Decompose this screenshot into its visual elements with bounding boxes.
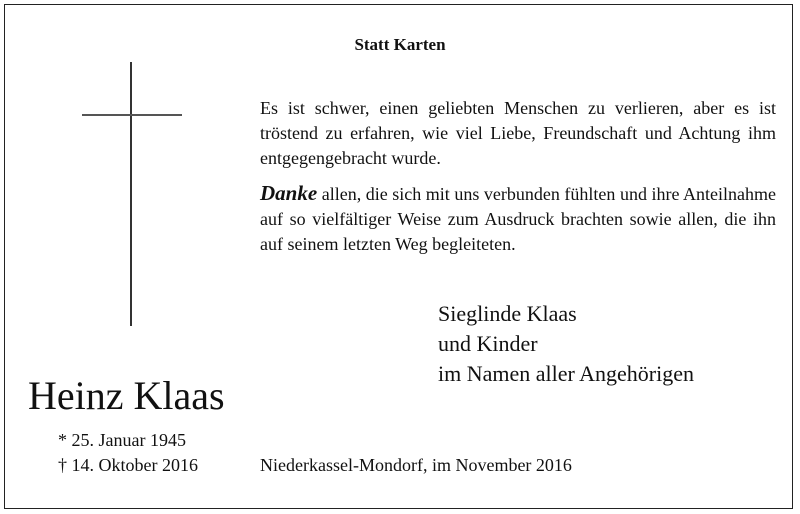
signer-line: im Namen aller Angehörigen <box>438 361 694 386</box>
deceased-name: Heinz Klaas <box>28 373 225 418</box>
signers-block <box>438 299 694 389</box>
cross-horizontal-bar <box>82 114 182 116</box>
notice-heading: Statt Karten <box>354 35 446 54</box>
place-and-date: Niederkassel-Mondorf, im November 2016 <box>260 455 572 475</box>
thanks-paragraph <box>260 181 776 257</box>
signer-line: Sieglinde Klaas <box>438 301 577 326</box>
condolence-paragraph: Es ist schwer, einen geliebten Menschen zu verlieren, aber es ist tröstend zu erfahren, wie viel Liebe, Freundschaft und Achtung ihm entgegengebracht wurde. <box>260 98 776 168</box>
life-dates <box>58 428 198 478</box>
cross-vertical-bar <box>130 62 132 326</box>
signer-line: und Kinder <box>438 331 538 356</box>
birth-date: * 25. Januar 1945 <box>58 430 186 450</box>
death-date: † 14. Oktober 2016 <box>58 455 198 475</box>
thanks-emphasis: Danke <box>260 181 318 205</box>
thanks-text: allen, die sich mit uns verbunden fühlten und ihre Anteilnahme auf so vielfältiger Weise zum Ausdruck brachten sowie allen, die ihn auf seinem letzten Weg begleiteten. <box>260 184 776 254</box>
